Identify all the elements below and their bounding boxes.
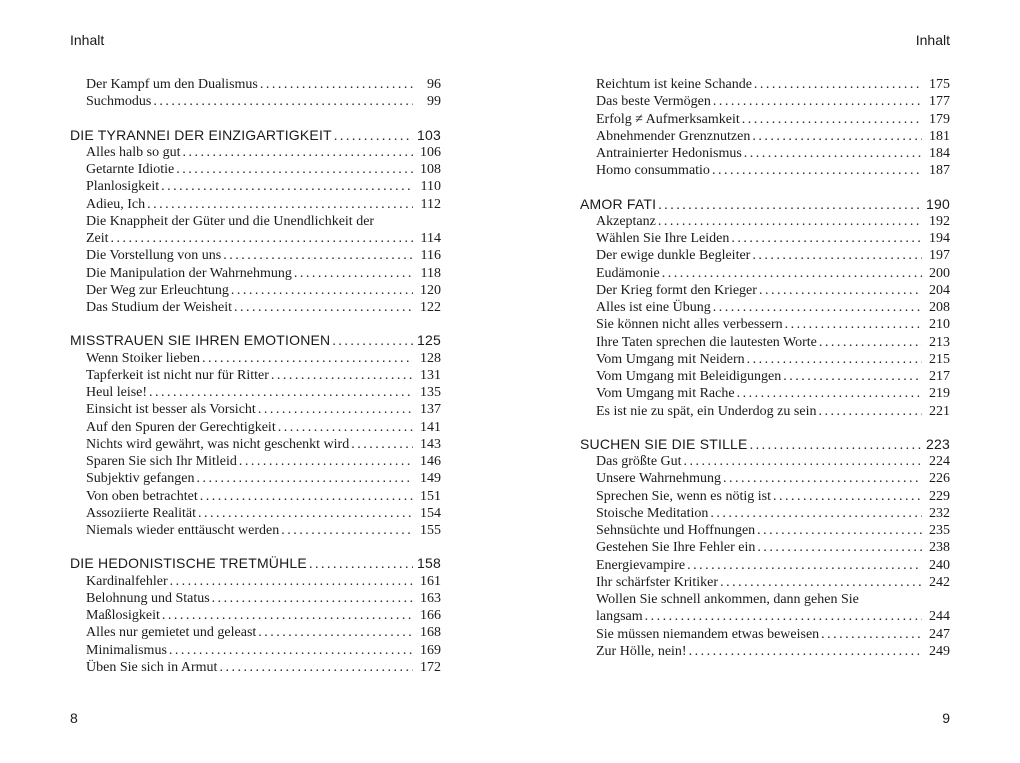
dot-leader [759,282,922,299]
toc-entry-title: Der ewige dunkle Begleiter [596,248,751,264]
dot-leader [153,93,413,110]
toc-page-number: 232 [929,505,950,521]
toc-entry-title: Suchmodus [86,94,152,110]
toc-section-entry[interactable] [70,419,441,436]
toc-section-entry[interactable] [580,470,950,487]
toc-entry-title: MISSTRAUEN SIE IHREN EMOTIONEN [70,332,331,349]
toc-page-number: 177 [929,94,950,110]
toc-section-entry[interactable] [580,557,950,574]
toc-page-number: 128 [420,350,441,366]
toc-entry-title: DIE TYRANNEI DER EINZIGARTIGKEIT [70,126,332,143]
toc-section-entry[interactable] [70,384,441,401]
toc-entry-title: Von oben betrachtet [86,488,198,504]
toc-section-entry[interactable] [580,608,950,625]
toc-page-number: 219 [929,386,950,402]
toc-section-entry[interactable] [70,401,441,418]
toc-page-number: 204 [929,282,950,298]
toc-page-number: 143 [420,436,441,452]
toc-entry-title: Vom Umgang mit Beleidigungen [596,369,782,384]
toc-entry-title: Stoische Meditation [596,505,709,521]
toc-page-number: 96 [427,77,441,92]
dot-leader [196,470,413,487]
dot-leader [757,522,922,539]
toc-page-number: 192 [929,213,950,229]
dot-leader [351,436,413,453]
toc-section-entry[interactable] [580,213,950,230]
toc-entry-title: Minimalismus [86,642,167,658]
toc-page-number: 235 [929,523,950,538]
toc-entry-title: Ihre Taten sprechen die lautesten Worte [596,334,817,350]
toc-page-number: 226 [929,471,950,487]
toc-page-number: 161 [420,573,441,589]
toc-entry-title: Getarnte Idiotie [86,162,175,177]
toc-section-entry[interactable] [70,144,441,161]
toc-entry-title: Antrainierter Hedonismus [596,146,742,161]
toc-entry-title: Wählen Sie Ihre Leiden [596,231,730,246]
dot-leader [223,247,413,264]
toc-entry-title: Wenn Stoiker lieben [86,350,200,366]
toc-page-number: 240 [929,557,950,573]
toc-section-entry[interactable] [70,590,441,607]
toc-page-number: 210 [929,317,950,333]
toc-entry-line[interactable] [580,591,950,608]
toc-page-number: 184 [929,146,950,161]
toc-entry-title: Homo consummatio [596,163,710,179]
toc-page-number: 217 [929,369,950,384]
toc-section-entry[interactable] [70,470,441,487]
dot-leader [281,522,413,539]
toc-entry-title: Akzeptanz [596,213,656,229]
toc-page-number: 125 [417,332,441,349]
dot-leader [754,76,922,93]
toc-entry-title: Die Vorstellung von uns [86,248,222,264]
toc-section-entry[interactable] [580,539,950,556]
toc-page-number: 108 [420,162,441,177]
toc-entry-title: Kardinalfehler [86,573,168,589]
toc-page-number: 103 [417,126,441,143]
dot-leader [334,127,413,145]
toc-section-entry[interactable] [70,436,441,453]
toc-page-number: 158 [417,555,441,572]
toc-entry-title: Vom Umgang mit Rache [596,386,735,402]
toc-entry-title: Einsicht ist besser als Vorsicht [86,402,256,418]
toc-section-entry[interactable] [580,128,950,145]
toc-section-entry[interactable] [580,505,950,522]
toc-section-entry[interactable] [70,76,441,93]
dot-leader [258,401,413,418]
toc-entry-title: Alles ist eine Übung [596,300,711,315]
toc-entry-title: AMOR FATI [580,195,657,212]
toc-section-entry[interactable] [70,522,441,539]
dot-leader [200,488,413,505]
toc-page-number: 135 [420,385,441,400]
toc-section-entry[interactable] [70,367,441,384]
toc-entry-title: Der Kampf um den Dualismus [86,77,258,92]
toc-page-number: 200 [929,265,950,281]
dot-leader [737,385,922,402]
toc-chapter-entry[interactable] [70,332,441,349]
dot-leader [332,332,413,350]
toc-chapter-entry[interactable] [70,127,441,144]
toc-page-number: 224 [929,454,950,469]
dot-leader [662,265,922,282]
toc-section-entry[interactable] [70,607,441,624]
toc-section-entry[interactable] [580,574,950,591]
toc-entry-title: Energievampire [596,557,686,573]
toc-section-entry[interactable] [580,385,950,402]
toc-section-entry[interactable] [580,403,950,420]
toc-entry-title: Abnehmender Grenznutzen [596,128,751,144]
toc-section-entry[interactable] [580,334,950,351]
toc-page-number: 168 [420,625,441,641]
dot-leader [260,76,413,93]
toc-entry-title: Die Manipulation der Wahrnehmung [86,265,292,281]
toc-entry-title: Das größte Gut [596,454,682,469]
toc-entry-title: Das Studium der Weisheit [86,300,232,315]
toc-page-number: 249 [929,643,950,659]
toc-page-number: 179 [929,111,950,127]
toc-entry-title: Adieu, Ich [86,196,146,212]
dot-leader [785,316,922,333]
dot-leader [742,111,922,128]
toc-page-number: 197 [929,248,950,264]
toc-section-entry[interactable] [70,161,441,178]
toc-entry-title: Erfolg ≠ Aufmerksamkeit [596,111,740,127]
toc-section-entry[interactable] [580,230,950,247]
dot-leader [231,282,413,299]
dot-leader [720,574,922,591]
toc-entry-title: Unsere Wahrnehmung [596,471,721,487]
dot-leader [161,178,413,195]
toc-entry-title: Wollen Sie schnell ankommen, dann gehen Sie [596,592,859,607]
toc-entry-title: Auf den Spuren der Gerechtigkeit [86,419,276,435]
dot-leader [658,213,922,230]
toc-section-entry[interactable] [70,265,441,282]
toc-page-number: 118 [420,265,441,281]
toc-entry-title: Reichtum ist keine Schande [596,77,752,92]
dot-leader [309,555,413,573]
toc-entry-title: Sie müssen niemandem etwas beweisen [596,626,820,642]
toc-page-number: 146 [420,454,441,469]
toc-section-entry[interactable] [70,196,441,213]
toc-page-number: 166 [420,608,441,623]
toc-page-number: 151 [420,488,441,504]
toc-entry-title: Die Knappheit der Güter und die Unendlichkeit der [86,213,375,229]
toc-section-entry[interactable] [580,316,950,333]
dot-leader [752,128,922,145]
toc-entry-title: Zeit [86,231,109,246]
dot-leader [689,643,922,660]
toc-section-entry[interactable] [70,178,441,195]
toc-section-entry[interactable] [70,624,441,641]
toc-section-entry[interactable] [580,522,950,539]
toc-page-number: 154 [420,505,441,521]
toc-entry-title: Alles nur gemietet und geleast [86,625,257,641]
toc-section-entry[interactable] [580,351,950,368]
toc-section-entry[interactable] [580,111,950,128]
page-header-right: Inhalt [915,32,950,48]
dot-leader [713,93,922,110]
dot-leader [821,626,922,643]
toc-page-number: 229 [929,488,950,504]
toc-entry-title: Alles halb so gut [86,144,181,160]
toc-section-entry[interactable] [70,93,441,110]
toc-section-entry[interactable] [70,573,441,590]
toc-section-entry[interactable] [70,299,441,316]
toc-entry-title: Es ist nie zu spät, ein Underdog zu sein [596,403,817,419]
toc-entry-title: Eudämonie [596,265,660,281]
toc-entry-title: Der Weg zur Erleuchtung [86,282,229,298]
dot-leader [773,488,922,505]
dot-leader [294,265,413,282]
toc-page-number: 120 [420,282,441,298]
dot-leader [170,573,413,590]
toc-entry-title: Üben Sie sich in Armut [86,659,218,675]
dot-leader [111,230,413,247]
toc-page-number: 99 [427,94,441,110]
dot-leader [212,590,413,607]
toc-entry-title: Sprechen Sie, wenn es nötig ist [596,488,771,504]
toc-page-number: 244 [929,609,950,625]
dot-leader [176,161,413,178]
toc-entry-title: Nichts wird gewährt, was nicht geschenkt wird [86,436,350,452]
dot-leader [258,624,413,641]
toc-page-number: 114 [420,231,441,246]
dot-leader [658,196,922,214]
toc-page-number: 141 [420,419,441,435]
dot-leader [183,144,414,161]
toc-page-number: 172 [420,659,441,675]
toc-section-entry[interactable] [580,643,950,660]
dot-leader [645,608,922,625]
dot-leader [149,384,413,401]
page-number-left: 8 [70,710,78,726]
dot-leader [723,470,922,487]
toc-page-number: 131 [420,367,441,383]
toc-chapter-entry[interactable] [580,436,950,453]
toc-page-number: 221 [929,403,950,419]
toc-entry-title: langsam [596,609,643,625]
toc-section-entry[interactable] [70,659,441,676]
toc-entry-title: Ihr schärfster Kritiker [596,574,719,590]
page-number-right: 9 [942,710,950,726]
toc-page-number: 169 [420,642,441,658]
dot-leader [234,299,413,316]
toc-section-entry[interactable] [70,247,441,264]
dot-leader [757,539,922,556]
toc-page-number: 112 [420,196,441,212]
toc-page-number: 181 [929,128,950,144]
toc-entry-title: Assoziierte Realität [86,505,197,521]
dot-leader [278,419,413,436]
toc-section-entry[interactable] [580,76,950,93]
toc-entry-title: Belohnung und Status [86,590,210,606]
toc-section-entry[interactable] [580,145,950,162]
toc-entry-title: Sparen Sie sich Ihr Mitleid [86,454,237,469]
toc-page-number: 238 [929,540,950,556]
toc-section-entry[interactable] [70,488,441,505]
toc-section-entry[interactable] [580,488,950,505]
toc-section-entry[interactable] [70,282,441,299]
toc-page-number: 213 [929,334,950,350]
toc-page-number: 155 [420,523,441,538]
toc-page-number: 175 [929,77,950,92]
dot-leader [687,557,922,574]
dot-leader [783,368,922,385]
toc-section-entry[interactable] [70,230,441,247]
dot-leader [271,367,413,384]
toc-entry-line[interactable] [70,213,441,230]
toc-entry-title: Sehnsüchte und Hoffnungen [596,523,756,538]
dot-leader [731,230,922,247]
dot-leader [713,299,922,316]
dot-leader [198,505,413,522]
toc-entry-title: Gestehen Sie Ihre Fehler ein [596,540,756,556]
dot-leader [712,162,922,179]
toc-page-number: 187 [929,163,950,179]
toc-section-entry[interactable] [580,626,950,643]
toc-page-number: 137 [420,402,441,418]
toc-entry-title: Planlosigkeit [86,179,160,195]
toc-page-number: 190 [926,195,950,212]
toc-page-number: 194 [929,231,950,246]
toc-section-entry[interactable] [580,247,950,264]
toc-page-number: 163 [420,590,441,606]
dot-leader [147,196,413,213]
toc-section-entry[interactable] [580,299,950,316]
dot-leader [819,334,922,351]
toc-page-number: 122 [420,300,441,315]
toc-page-number: 215 [929,351,950,367]
toc-page-number: 110 [420,179,441,195]
dot-leader [744,145,922,162]
toc-page-number: 223 [926,435,950,452]
toc-section-entry[interactable] [580,265,950,282]
toc-page-number: 247 [929,626,950,642]
toc-entry-title: Niemals wieder enttäuscht werden [86,523,280,538]
toc-entry-title: DIE HEDONISTISCHE TRETMÜHLE [70,555,307,572]
toc-entry-title: Vom Umgang mit Neidern [596,351,745,367]
toc-chapter-entry[interactable] [70,555,441,572]
toc-section-entry[interactable] [70,642,441,659]
dot-leader [169,642,413,659]
dot-leader [750,436,922,454]
toc-entry-title: Subjektiv gefangen [86,471,195,487]
toc-page-number: 106 [420,144,441,160]
dot-leader [239,453,413,470]
dot-leader [684,453,922,470]
dot-leader [219,659,413,676]
toc-section-entry[interactable] [580,368,950,385]
toc-left-column [70,76,441,676]
toc-entry-title: Heul leise! [86,385,148,400]
toc-section-entry[interactable] [70,453,441,470]
toc-entry-title: Sie können nicht alles verbessern [596,317,783,333]
dot-leader [818,403,922,420]
toc-page-number: 149 [420,471,441,487]
toc-section-entry[interactable] [580,453,950,470]
toc-section-entry[interactable] [580,162,950,179]
dot-leader [752,247,922,264]
page-header-left: Inhalt [70,32,105,48]
dot-leader [710,505,922,522]
toc-section-entry[interactable] [70,505,441,522]
toc-entry-title: Das beste Vermögen [596,94,711,110]
toc-entry-title: Maßlosigkeit [86,608,160,623]
dot-leader [747,351,922,368]
toc-entry-title: SUCHEN SIE DIE STILLE [580,435,748,452]
toc-right-column [580,76,950,660]
dot-leader [162,607,413,624]
toc-section-entry[interactable] [580,93,950,110]
dot-leader [202,350,413,367]
toc-section-entry[interactable] [580,282,950,299]
toc-entry-title: Zur Hölle, nein! [596,643,687,659]
toc-page-number: 208 [929,300,950,315]
toc-chapter-entry[interactable] [580,196,950,213]
toc-entry-title: Tapferkeit ist nicht nur für Ritter [86,367,269,383]
toc-page-number: 116 [420,248,441,264]
toc-page-number: 242 [929,574,950,590]
toc-section-entry[interactable] [70,350,441,367]
toc-entry-title: Der Krieg formt den Krieger [596,282,757,298]
